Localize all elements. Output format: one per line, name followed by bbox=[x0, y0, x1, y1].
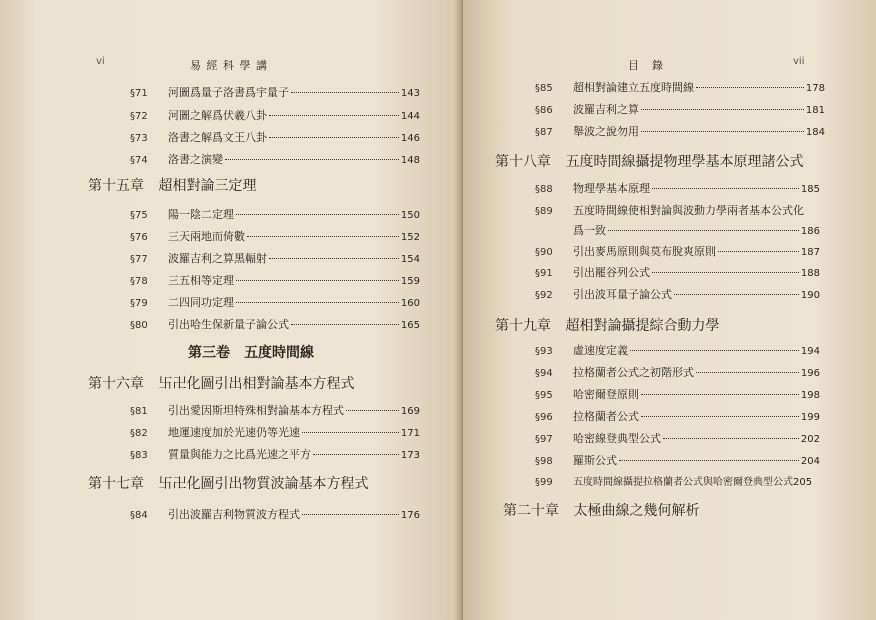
chapter-heading[interactable] bbox=[495, 151, 803, 171]
entry-title: 洛書之演變 bbox=[168, 153, 223, 166]
section-number: §87 bbox=[535, 127, 553, 138]
toc-entry[interactable] bbox=[130, 446, 420, 462]
section-number: §84 bbox=[130, 510, 148, 521]
entry-title: 羅斯公式 bbox=[573, 454, 617, 467]
entry-title: 爲一致 bbox=[573, 224, 606, 237]
entry-title: 質量與能力之比爲光速之平方 bbox=[168, 448, 311, 461]
entry-title: 拉格蘭者公式之初階形式 bbox=[573, 366, 694, 379]
toc-entry[interactable] bbox=[535, 342, 820, 358]
toc-entry[interactable] bbox=[130, 228, 420, 244]
page-number: 150 bbox=[400, 210, 420, 221]
toc-entry[interactable] bbox=[130, 272, 420, 288]
page-number: 173 bbox=[400, 450, 420, 461]
toc-entry[interactable] bbox=[130, 402, 420, 418]
section-number: §76 bbox=[130, 232, 148, 243]
page-number: 190 bbox=[800, 290, 820, 301]
entry-title: 二四同功定理 bbox=[168, 296, 234, 309]
toc-entry[interactable] bbox=[535, 180, 820, 196]
dot-leader bbox=[674, 294, 799, 295]
entry-title: 三天兩地而倚數 bbox=[168, 230, 245, 243]
section-number: §80 bbox=[130, 320, 148, 331]
entry-title: 虛速度定義 bbox=[573, 344, 628, 357]
toc-entry[interactable] bbox=[130, 424, 420, 440]
right-running-head: 目 錄 bbox=[628, 59, 664, 72]
section-number: §99 bbox=[535, 477, 553, 488]
dot-leader bbox=[718, 251, 799, 252]
page-number: 160 bbox=[400, 298, 420, 309]
toc-entry[interactable] bbox=[130, 316, 420, 332]
section-number: §92 bbox=[535, 290, 553, 301]
dot-leader bbox=[269, 137, 399, 138]
page-number: 144 bbox=[400, 111, 420, 122]
chapter-title: 卐卍化圖引出物質波論基本方程式 bbox=[158, 476, 369, 492]
dot-leader bbox=[641, 394, 799, 395]
section-number: §85 bbox=[535, 83, 553, 94]
section-number: §79 bbox=[130, 298, 148, 309]
toc-entry[interactable] bbox=[535, 79, 825, 95]
chapter-title: 超相對論三定理 bbox=[158, 178, 257, 194]
toc-entry[interactable] bbox=[130, 294, 420, 310]
dot-leader bbox=[652, 188, 799, 189]
page-number: 202 bbox=[800, 434, 820, 445]
chapter-number: 第二十章 bbox=[503, 503, 559, 519]
toc-entry[interactable] bbox=[130, 506, 420, 522]
page-number: 152 bbox=[400, 232, 420, 243]
toc-entry[interactable] bbox=[535, 123, 825, 139]
toc-entry[interactable] bbox=[535, 101, 825, 117]
entry-title: 引出哈生保新量子論公式 bbox=[168, 318, 289, 331]
page-number: 169 bbox=[400, 406, 420, 417]
dot-leader bbox=[663, 438, 799, 439]
toc-entry[interactable] bbox=[535, 202, 820, 218]
page-number: 186 bbox=[800, 226, 820, 237]
dot-leader bbox=[696, 372, 799, 373]
entry-title: 陽一陰二定理 bbox=[168, 208, 234, 221]
entry-title: 河圖爲量子洛書爲宇量子 bbox=[168, 86, 289, 99]
dot-leader bbox=[236, 214, 399, 215]
section-number: §98 bbox=[535, 456, 553, 467]
chapter-heading[interactable] bbox=[88, 473, 368, 493]
page-number: 165 bbox=[400, 320, 420, 331]
chapter-title: 超相對論攝提綜合動力學 bbox=[565, 318, 720, 334]
dot-leader bbox=[652, 272, 799, 273]
toc-entry[interactable] bbox=[535, 286, 820, 302]
page-number: 185 bbox=[800, 184, 820, 195]
right-folio: vii bbox=[793, 56, 805, 67]
section-number: §77 bbox=[130, 254, 148, 265]
entry-title: 引出波羅吉利物質波方程式 bbox=[168, 508, 300, 521]
dot-leader bbox=[291, 92, 399, 93]
page-number: 187 bbox=[800, 247, 820, 258]
left-running-head: 易 經 科 學 講 bbox=[190, 59, 268, 72]
toc-entry[interactable] bbox=[535, 243, 820, 259]
section-number: §91 bbox=[535, 268, 553, 279]
dot-leader bbox=[346, 410, 399, 411]
dot-leader bbox=[313, 454, 399, 455]
right-page bbox=[463, 0, 876, 620]
left-folio: vi bbox=[96, 56, 105, 67]
page-number: 199 bbox=[800, 412, 820, 423]
page-number: 181 bbox=[805, 105, 825, 116]
dot-leader bbox=[641, 131, 804, 132]
toc-entry-continuation[interactable] bbox=[535, 222, 820, 238]
entry-title: 拉格蘭者公式 bbox=[573, 410, 639, 423]
page-number: 194 bbox=[800, 346, 820, 357]
dot-leader bbox=[302, 432, 399, 433]
dot-leader bbox=[696, 87, 804, 88]
chapter-title: 卐卍化圖引出相對論基本方程式 bbox=[158, 376, 355, 392]
dot-leader bbox=[641, 416, 799, 417]
dot-leader bbox=[247, 236, 399, 237]
toc-entry[interactable] bbox=[130, 84, 420, 100]
toc-entry[interactable] bbox=[535, 430, 820, 446]
toc-entry[interactable] bbox=[535, 386, 820, 402]
dot-leader bbox=[236, 302, 399, 303]
entry-title: 河圖之解爲伏羲八卦 bbox=[168, 109, 267, 122]
section-number: §75 bbox=[130, 210, 148, 221]
page-number: 196 bbox=[800, 368, 820, 379]
dot-leader bbox=[302, 514, 399, 515]
entry-title: 物理學基本原理 bbox=[573, 182, 650, 195]
toc-entry[interactable] bbox=[130, 151, 420, 167]
entry-title: 舉波之說勿用 bbox=[573, 125, 639, 138]
page-number: 204 bbox=[800, 456, 820, 467]
page-number: 148 bbox=[400, 155, 420, 166]
page-number: 198 bbox=[800, 390, 820, 401]
toc-entry[interactable] bbox=[130, 206, 420, 222]
dot-leader bbox=[641, 109, 804, 110]
section-number: §83 bbox=[130, 450, 148, 461]
entry-title: 引出罷谷列公式 bbox=[573, 266, 650, 279]
chapter-title: 太極曲線之幾何解析 bbox=[573, 503, 700, 519]
chapter-heading[interactable] bbox=[503, 500, 699, 520]
page-number: 205 bbox=[793, 477, 813, 488]
toc-entry[interactable] bbox=[535, 264, 820, 280]
chapter-number: 第十九章 bbox=[495, 318, 551, 334]
entry-title: 波羅吉利之算 bbox=[573, 103, 639, 116]
page-number: 154 bbox=[400, 254, 420, 265]
dot-leader bbox=[269, 115, 399, 116]
toc-entry[interactable] bbox=[130, 250, 420, 266]
section-number: §74 bbox=[130, 155, 148, 166]
section-number: §71 bbox=[130, 88, 148, 99]
chapter-heading[interactable] bbox=[495, 315, 719, 335]
toc-entry[interactable] bbox=[130, 107, 420, 123]
chapter-number: 第十八章 bbox=[495, 154, 551, 170]
chapter-title: 五度時間線攝提物理學基本原理諸公式 bbox=[565, 154, 804, 170]
dot-leader bbox=[619, 460, 799, 461]
toc-entry[interactable] bbox=[535, 364, 820, 380]
dot-leader bbox=[236, 280, 399, 281]
entry-title: 引出愛因斯坦特殊相對論基本方程式 bbox=[168, 404, 344, 417]
entry-title: 超相對論建立五度時間線 bbox=[573, 81, 694, 94]
section-number: §81 bbox=[130, 406, 148, 417]
entry-title: 哈密爾登原則 bbox=[573, 388, 639, 401]
section-number: §78 bbox=[130, 276, 148, 287]
toc-entry[interactable] bbox=[535, 408, 820, 424]
entry-title: 洛書之解爲文王八卦 bbox=[168, 131, 267, 144]
section-number: §96 bbox=[535, 412, 553, 423]
section-number: §93 bbox=[535, 346, 553, 357]
page-number: 143 bbox=[400, 88, 420, 99]
page-number: 146 bbox=[400, 133, 420, 144]
section-number: §72 bbox=[130, 111, 148, 122]
dot-leader bbox=[269, 258, 399, 259]
dot-leader bbox=[291, 324, 399, 325]
dot-leader bbox=[225, 159, 399, 160]
entry-title: 地運速度加於光速仍等光速 bbox=[168, 426, 300, 439]
chapter-number: 第十五章 bbox=[88, 178, 144, 194]
chapter-heading[interactable] bbox=[88, 373, 354, 393]
toc-entry[interactable] bbox=[535, 452, 820, 468]
entry-title: 五度時間線攝提拉格蘭者公式與哈密爾登典型公式 bbox=[573, 477, 793, 488]
dot-leader bbox=[608, 230, 799, 231]
entry-title: 五度時間線使相對論與波動力學兩者基本公式化 bbox=[573, 204, 804, 217]
dot-leader bbox=[630, 350, 799, 351]
entry-title: 引出麥馬原則與莫布脫爽原則 bbox=[573, 245, 716, 258]
toc-entry[interactable] bbox=[535, 473, 835, 488]
volume-heading[interactable]: 第三卷 五度時間線 bbox=[188, 345, 314, 361]
page-number: 171 bbox=[400, 428, 420, 439]
section-number: §95 bbox=[535, 390, 553, 401]
entry-title: 哈密線登典型公式 bbox=[573, 432, 661, 445]
entry-title: 三五相等定理 bbox=[168, 274, 234, 287]
section-number: §97 bbox=[535, 434, 553, 445]
page-number: 184 bbox=[805, 127, 825, 138]
page-number: 176 bbox=[400, 510, 420, 521]
page-number: 188 bbox=[800, 268, 820, 279]
chapter-number: 第十七章 bbox=[88, 476, 144, 492]
chapter-heading[interactable] bbox=[88, 175, 256, 195]
section-number: §88 bbox=[535, 184, 553, 195]
section-number: §94 bbox=[535, 368, 553, 379]
entry-title: 引出波耳量子論公式 bbox=[573, 288, 672, 301]
entry-title: 波羅吉利之算黑輻射 bbox=[168, 252, 267, 265]
toc-entry[interactable] bbox=[130, 129, 420, 145]
chapter-number: 第十六章 bbox=[88, 376, 144, 392]
section-number: §82 bbox=[130, 428, 148, 439]
section-number: §89 bbox=[535, 206, 553, 217]
section-number: §73 bbox=[130, 133, 148, 144]
section-number: §90 bbox=[535, 247, 553, 258]
page-number: 159 bbox=[400, 276, 420, 287]
section-number: §86 bbox=[535, 105, 553, 116]
page-number: 178 bbox=[805, 83, 825, 94]
